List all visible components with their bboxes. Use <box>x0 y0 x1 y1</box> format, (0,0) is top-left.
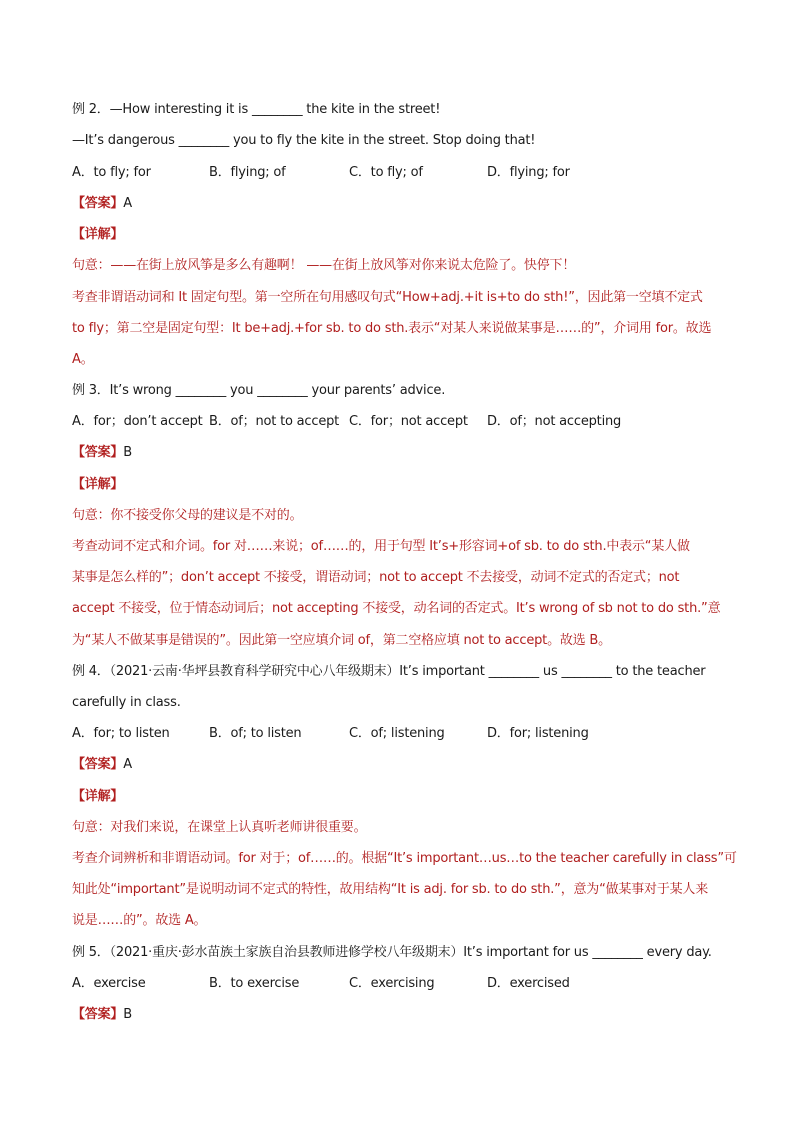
ex2-question-line-2: —It’s dangerous ________ you to fly the kite in the street. Stop doing that! <box>72 133 536 148</box>
ex4-explanation-3: 说是……的”。故选 A。 <box>72 913 207 928</box>
ex2-option-b: B．flying; of <box>209 165 286 180</box>
ex2-meaning: 句意：——在街上放风筝是多么有趣啊！ ——在街上放风筝对你来说太危险了。快停下！ <box>72 258 576 273</box>
ex4-option-b: B．of; to listen <box>209 726 302 741</box>
ex2-explanation-1: 考查非谓语动词和 It 固定句型。第一空所在句用感叹句式“How+adj.+it is+to do sth!”，因此第一空填不定式 <box>72 290 703 305</box>
answer-value: B <box>123 1007 132 1022</box>
ex3-explanation-3: accept 不接受，位于情态动词后；not accepting 不接受，动名词的否定式。It’s wrong of sb not to do sth.”意 <box>72 601 721 616</box>
ex4-option-c: C．of; listening <box>349 726 445 741</box>
ex4-detail-tag: 【详解】 <box>72 789 124 804</box>
ex3-meaning: 句意：你不接受你父母的建议是不对的。 <box>72 508 303 523</box>
ex5-option-a: A．exercise <box>72 976 146 991</box>
ex4-answer <box>72 756 132 774</box>
answer-value: B <box>123 445 132 460</box>
ex2-option-c: C．to fly; of <box>349 165 423 180</box>
ex3-explanation-4: 为“某人不做某事是错误的”。因此第一空应填介词 of，第二空格应填 not to accept。故选 B。 <box>72 633 611 648</box>
ex5-answer <box>72 1006 132 1024</box>
ex3-question-line-1: 例 3．It’s wrong ________ you ________ your parents’ advice. <box>72 383 446 398</box>
ex2-answer <box>72 195 132 213</box>
answer-tag: 【答案】 <box>72 445 124 460</box>
ex3-option-b: B．of；not to accept <box>209 414 340 429</box>
ex2-option-a: A．to fly; for <box>72 165 151 180</box>
ex2-detail-tag: 【详解】 <box>72 227 124 242</box>
ex2-explanation-2: to fly；第二空是固定句型：It be+adj.+for sb. to do sth.表示“对某人来说做某事是……的”，介词用 for。故选 <box>72 321 712 336</box>
answer-tag: 【答案】 <box>72 1007 124 1022</box>
ex2-question-line-1: 例 2．—How interesting it is ________ the kite in the street! <box>72 102 441 117</box>
ex5-option-d: D．exercised <box>487 976 570 991</box>
ex3-explanation-2: 某事是怎么样的”；don’t accept 不接受，谓语动词；not to accept 不去接受，动词不定式的否定式；not <box>72 570 680 585</box>
ex4-option-d: D．for; listening <box>487 726 589 741</box>
ex3-option-d: D．of；not accepting <box>487 414 622 429</box>
answer-tag: 【答案】 <box>72 757 124 772</box>
ex2-explanation-3: A。 <box>72 352 94 367</box>
answer-value: A <box>123 196 132 211</box>
ex3-option-a: A．for；don’t accept <box>72 414 203 429</box>
ex5-option-c: C．exercising <box>349 976 435 991</box>
ex5-question-line-1: 例 5．（2021·重庆·彭水苗族土家族自治县教师进修学校八年级期末）It’s important for us ________ every day. <box>72 945 712 960</box>
ex4-option-a: A．for; to listen <box>72 726 170 741</box>
ex3-option-c: C．for；not accept <box>349 414 468 429</box>
ex3-answer <box>72 444 132 462</box>
ex5-option-b: B．to exercise <box>209 976 300 991</box>
ex3-explanation-1: 考查动词不定式和介词。for 对……来说；of……的，用于句型 It’s+形容词+of sb. to do sth.中表示“某人做 <box>72 539 690 554</box>
ex4-meaning: 句意：对我们来说，在课堂上认真听老师讲很重要。 <box>72 820 367 835</box>
ex3-detail-tag: 【详解】 <box>72 477 124 492</box>
ex2-option-d: D．flying; for <box>487 165 570 180</box>
ex4-explanation-2: 知此处“important”是说明动词不定式的特性，故用结构“It is adj. for sb. to do sth.”，意为“做某事对于某人来 <box>72 882 709 897</box>
ex4-explanation-1: 考查介词辨析和非谓语动词。for 对于；of……的。根据“It’s important…us…to the teacher carefully in class”可 <box>72 851 737 866</box>
ex4-question-line-1: 例 4．（2021·云南·华坪县教育科学研究中心八年级期末）It’s important ________ us ________ to the teacher <box>72 664 706 679</box>
answer-value: A <box>123 757 132 772</box>
ex4-question-line-2: carefully in class. <box>72 695 181 710</box>
answer-tag: 【答案】 <box>72 196 124 211</box>
